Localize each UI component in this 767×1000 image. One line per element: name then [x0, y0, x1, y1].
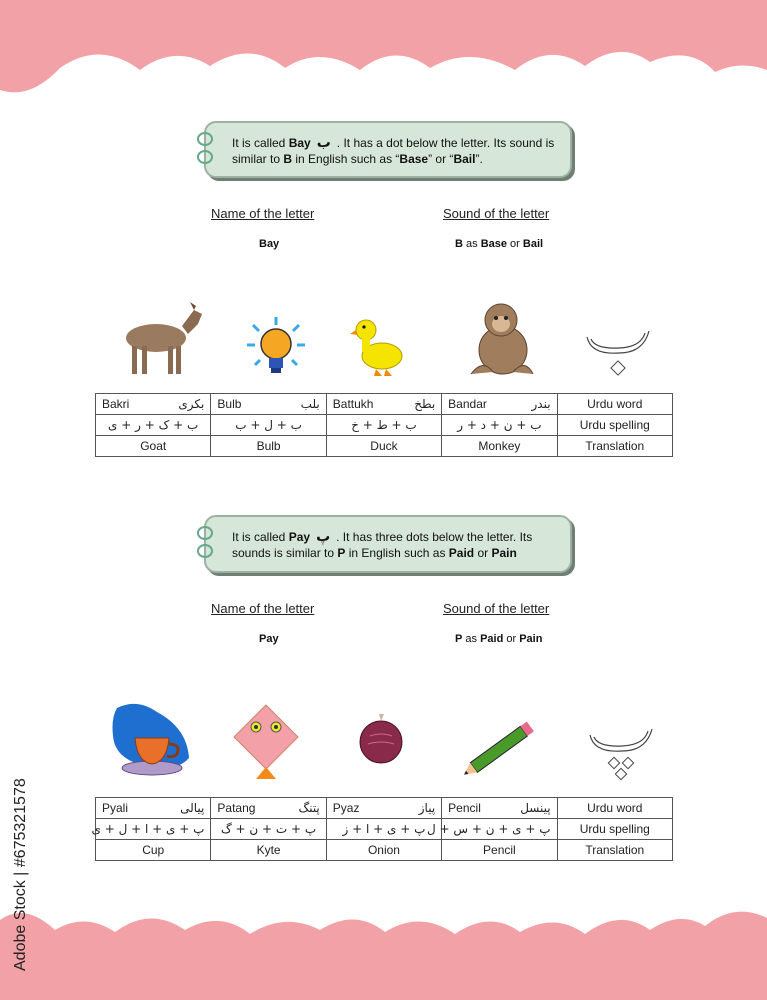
pencil-image: [456, 718, 540, 782]
row-label: Urdu spelling: [557, 819, 672, 840]
table-cell: ب + ک + ر + ی: [96, 415, 211, 436]
bottom-cloud-border: [0, 900, 767, 1000]
kite-image: [232, 703, 300, 781]
table-cell: پ + ت + ن + گ: [211, 819, 326, 840]
cup-image: [107, 700, 193, 780]
letter-sound-value: B as Base or Bail: [455, 238, 544, 250]
binder-ring-icon: [197, 150, 213, 164]
info-box-pay: [204, 515, 572, 573]
table-cell: پ + ی + ا + ز: [326, 819, 441, 840]
duck-image: [352, 316, 408, 378]
goat-image: [112, 298, 204, 378]
table-cell: ب + ط + خ: [326, 415, 441, 436]
table-cell: Bandar بندر: [442, 394, 557, 415]
table-cell: Onion: [326, 840, 441, 861]
binder-ring-icon: [197, 544, 213, 558]
table-cell: Bakri بکری: [96, 394, 211, 415]
table-cell: Pencil: [442, 840, 557, 861]
table-cell: Cup: [96, 840, 211, 861]
word-table-pay: [91, 797, 673, 861]
table-cell: Patang پتنگ: [211, 798, 326, 819]
info-text: It is called Pay پ . It has three dots below the letter. Its sounds is similar to P in English such as Paid or Pain: [232, 529, 533, 560]
top-cloud-border: [0, 0, 767, 100]
info-text: It is called Bay ب . It has a dot below the letter. Its sound is similar to B in English such as “Base” or “Bail”.: [232, 135, 555, 166]
table-cell: Duck: [326, 436, 441, 457]
table-cell: Pencil پینسل: [442, 798, 557, 819]
row-label: Translation: [557, 840, 672, 861]
binder-ring-icon: [197, 132, 213, 146]
stock-id-watermark: Adobe Stock | #675321578: [12, 778, 29, 972]
word-table-bay: [95, 393, 673, 457]
name-heading: Name of the letter: [211, 601, 315, 616]
table-cell: Pyali پیالی: [96, 798, 211, 819]
table-cell: Kyte: [211, 840, 326, 861]
sound-heading: Sound of the letter: [443, 601, 550, 616]
table-cell: Battukh بطخ: [326, 394, 441, 415]
table-cell: پ + ی + ا + ل + ی: [96, 819, 211, 840]
onion-image: [354, 712, 408, 766]
letter-pay-outline: [586, 725, 658, 785]
binder-ring-icon: [197, 526, 213, 540]
table-cell: Goat: [96, 436, 211, 457]
table-row-urdu-spelling: [96, 415, 673, 436]
table-cell: ب + ل + ب: [211, 415, 326, 436]
table-row-translation: [96, 436, 673, 457]
bulb-image: [245, 315, 307, 377]
letter-name-value: Pay: [259, 633, 279, 645]
monkey-image: [463, 298, 537, 380]
letter-sound-value: P as Paid or Pain: [455, 633, 543, 645]
table-row-urdu-word: [96, 798, 673, 819]
row-label: Urdu word: [557, 394, 672, 415]
letter-bay-outline: [583, 327, 655, 379]
row-label: Translation: [557, 436, 672, 457]
table-row-urdu-word: [96, 394, 673, 415]
row-label: Urdu spelling: [557, 415, 672, 436]
table-row-urdu-spelling: [96, 819, 673, 840]
info-box-bay: [204, 121, 572, 178]
table-cell: Monkey: [442, 436, 557, 457]
name-heading: Name of the letter: [211, 206, 315, 221]
sound-heading: Sound of the letter: [443, 206, 550, 221]
letter-name-value: Bay: [259, 238, 280, 250]
table-cell: Pyaz پیاز: [326, 798, 441, 819]
table-cell: ب + ن + د + ر: [442, 415, 557, 436]
table-cell: پ + ی + ن + س + ل: [442, 819, 557, 840]
table-row-translation: [96, 840, 673, 861]
table-cell: Bulb بلب: [211, 394, 326, 415]
row-label: Urdu word: [557, 798, 672, 819]
table-cell: Bulb: [211, 436, 326, 457]
